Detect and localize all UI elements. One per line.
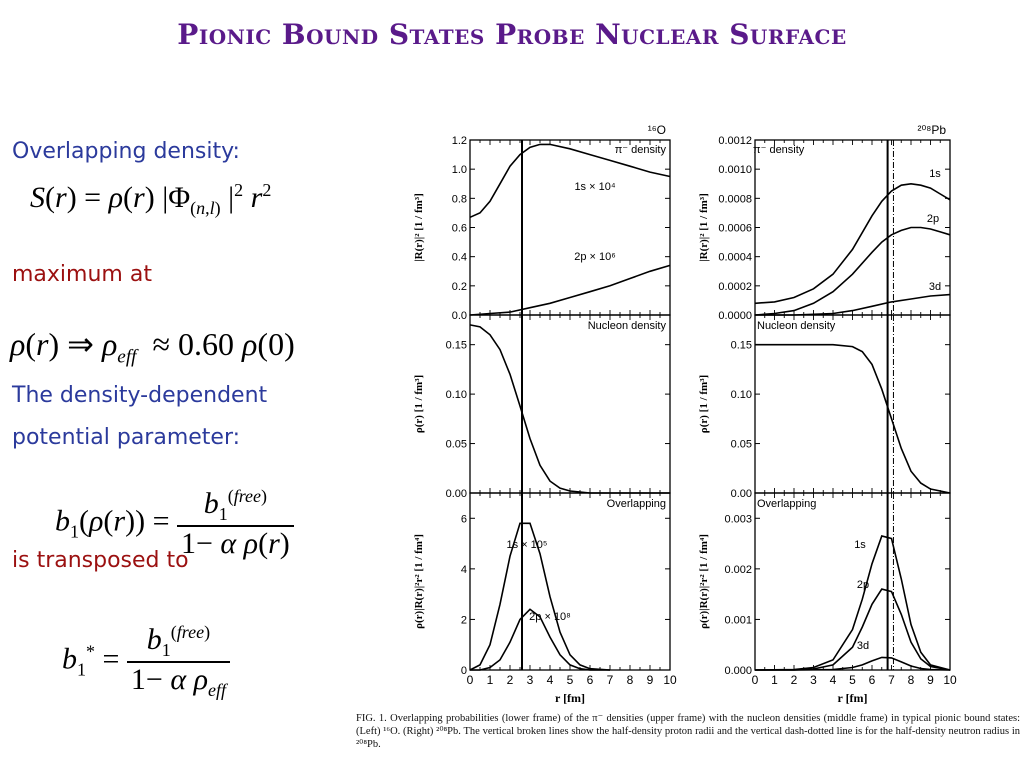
- y-axis-label: |R(r)|² [1 / fm³]: [413, 193, 425, 262]
- x-axis-label: r [fm]: [837, 691, 868, 705]
- nucleus-label: ²⁰⁸Pb: [917, 123, 946, 137]
- y-tick-label: 0.0: [451, 310, 467, 322]
- maximum-label: maximum at: [12, 262, 152, 287]
- series-label: 2p: [856, 579, 870, 591]
- x-tick-label: 10: [943, 673, 957, 687]
- density-dependent-label: The density-dependent: [12, 383, 268, 408]
- b1-star-equation: $b_1^*$ = $\frac{b_1^{(free)}}{1- \alpha \rho_{eff}}$: [62, 622, 230, 701]
- y-tick-label: 0.0008: [718, 193, 752, 206]
- y-tick-label: 0.00: [445, 488, 467, 500]
- panel-annotation: Overlapping: [757, 498, 817, 510]
- y-tick-label: 0.10: [730, 389, 752, 402]
- y-tick-label: 0.15: [730, 339, 752, 352]
- x-tick-label: 4: [829, 673, 837, 687]
- series-line: [755, 345, 950, 493]
- x-tick-label: 7: [888, 673, 895, 687]
- y-tick-label: 0.002: [724, 563, 752, 576]
- y-tick-label: 0.6: [451, 222, 467, 235]
- y-axis-label: ρ(r)|R(r)|²r² [1 / fm⁴]: [413, 534, 425, 629]
- y-tick-label: 0.0012: [718, 135, 752, 147]
- panel-frame-left-middle: [470, 315, 670, 493]
- y-axis-label: ρ(r) [1 / fm³]: [698, 374, 710, 434]
- series-label: 3d: [928, 281, 942, 293]
- series-line: [755, 536, 950, 670]
- y-axis-label: |R(r)|² [1 / fm³]: [698, 193, 710, 262]
- figure-panels: [405, 115, 1020, 710]
- x-tick-label: 8: [626, 673, 634, 687]
- y-tick-label: 0.05: [445, 438, 467, 451]
- x-tick-label: 6: [868, 673, 876, 687]
- panel-frame-right-middle: [755, 315, 950, 493]
- x-tick-label: 0: [466, 673, 474, 687]
- x-tick-label: 1: [486, 673, 494, 687]
- series-label: 1s × 10⁵: [506, 539, 548, 551]
- x-tick-label: 5: [566, 673, 574, 687]
- y-tick-label: 4: [460, 563, 467, 576]
- series-label: 3d: [856, 640, 870, 652]
- y-tick-label: 0.0010: [718, 164, 752, 177]
- panel-frame-left-top: [470, 140, 670, 315]
- series-label: 1s × 10⁴: [574, 181, 616, 193]
- panel-annotation: Nucleon density: [757, 320, 836, 332]
- panel-annotation: π⁻ density: [614, 144, 666, 156]
- series-label: 1s: [929, 168, 941, 180]
- y-tick-label: 1.0: [451, 164, 467, 177]
- overlap-equation: S(r) = ρ(r) $|\Phi_{(n,l)}$ $|^2$ $r^2$: [30, 180, 272, 218]
- x-tick-label: 4: [546, 673, 554, 687]
- x-tick-label: 9: [646, 673, 654, 687]
- y-tick-label: 0.05: [730, 438, 752, 451]
- y-tick-label: 0.2: [451, 280, 467, 293]
- panel-annotation: Nucleon density: [587, 320, 666, 332]
- y-tick-label: 0.003: [724, 513, 752, 526]
- y-tick-label: 0.8: [451, 193, 467, 206]
- x-tick-label: 5: [849, 673, 856, 687]
- transposed-label: is transposed to: [12, 548, 189, 573]
- series-line: [755, 184, 950, 303]
- overlapping-density-label: Overlapping density:: [12, 139, 240, 164]
- b1-equation: $b_1(\rho(r))$ = $\frac{b_1^{(free)}}{\text{1− α ρ(r)}}$: [55, 486, 294, 561]
- potential-parameter-label: potential parameter:: [12, 425, 241, 450]
- y-tick-label: 0.0006: [718, 222, 752, 235]
- y-tick-label: 0.00: [730, 488, 752, 500]
- series-label: 2p × 10⁸: [529, 611, 571, 623]
- x-tick-label: 1: [771, 673, 778, 687]
- x-tick-label: 0: [751, 673, 759, 687]
- x-tick-label: 10: [663, 673, 677, 687]
- y-tick-label: 0: [460, 665, 467, 677]
- x-tick-label: 2: [506, 673, 514, 687]
- y-tick-label: 0.001: [724, 614, 752, 627]
- x-tick-label: 7: [606, 673, 614, 687]
- x-tick-label: 6: [586, 673, 594, 687]
- series-label: 2p: [926, 213, 940, 225]
- y-tick-label: 0.15: [445, 339, 467, 352]
- y-tick-label: 0.4: [451, 251, 467, 264]
- maximum-equation: ρ(r) ⇒ $\rho_{eff} \approx 0.60$ ρ(0): [10, 326, 295, 368]
- x-axis-label: r [fm]: [554, 691, 586, 705]
- panel-frame-left-bottom: [470, 493, 670, 670]
- slide-title: Pionic Bound States Probe Nuclear Surface: [177, 18, 847, 51]
- x-tick-label: 2: [790, 673, 798, 687]
- y-tick-label: 0.0000: [718, 310, 752, 322]
- panel-annotation: π⁻ density: [753, 144, 805, 156]
- y-tick-label: 0.0004: [718, 251, 752, 264]
- y-tick-label: 2: [460, 614, 467, 627]
- series-line: [470, 265, 670, 315]
- y-axis-label: ρ(r) [1 / fm³]: [413, 374, 425, 434]
- panel-frame-right-bottom: [755, 493, 950, 670]
- series-line: [470, 325, 670, 493]
- x-tick-label: 8: [907, 673, 915, 687]
- series-label: 1s: [854, 539, 866, 551]
- series-line: [755, 228, 950, 316]
- y-tick-label: 0.0002: [718, 280, 752, 293]
- nucleus-label: ¹⁶O: [647, 123, 666, 137]
- x-tick-label: 9: [927, 673, 934, 687]
- y-axis-label: ρ(r)|R(r)|²r² [1 / fm⁴]: [698, 534, 710, 629]
- panel-annotation: Overlapping: [606, 498, 666, 510]
- x-tick-label: 3: [526, 673, 534, 687]
- figure-caption: FIG. 1. Overlapping probabilities (lower frame) of the π⁻ densities (upper frame) with the nucleon densities (middle frame) in typical pionic bound states: (Left) ¹⁶O. (Right) ²⁰⁸Pb. The vertical broken lines show the half-density proton radii and the vertical dash-dotted line is for the half-density neutron radius in ²⁰⁸Pb.: [356, 713, 1020, 750]
- x-tick-label: 3: [810, 673, 817, 687]
- series-label: 2p × 10⁶: [574, 251, 616, 263]
- y-tick-label: 0.000: [724, 665, 752, 677]
- y-tick-label: 0.10: [445, 389, 467, 402]
- y-tick-label: 1.2: [451, 135, 467, 147]
- approx-value: ≈ 0.60: [152, 326, 235, 362]
- y-tick-label: 6: [460, 513, 467, 526]
